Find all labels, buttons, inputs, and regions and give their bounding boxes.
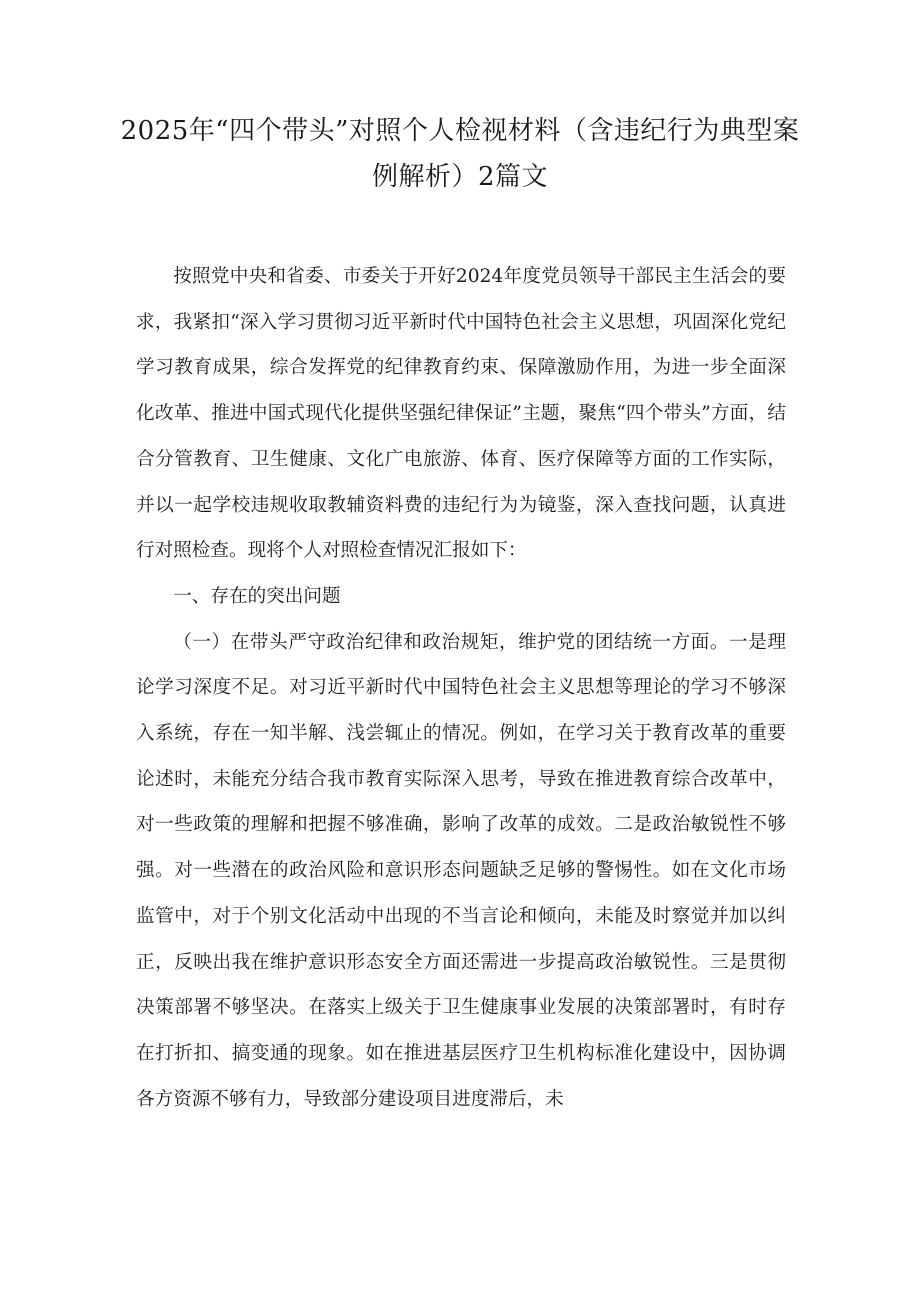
paragraph-intro: 按照党中央和省委、市委关于开好2024年度党员领导干部民主生活会的要求，我紧扣“深入学习贯彻习近平新时代中国特色社会主义思想，巩固深化党纪学习教育成果，综合发挥党的纪律教育约束、保障激励作用，为进一步全面深化改革、推进中国式现代化提供坚强纪律保证”主题，聚焦“四个带头”方面，结合分管教育、卫生健康、文化广电旅游、体育、医疗保障等方面的工作实际，并以一起学校违规收取教辅资料费的违纪行为为镜鉴，深入查找问题，认真进行对照检查。现将个人对照检查情况汇报如下： <box>136 266 786 562</box>
document-body <box>136 254 786 1122</box>
paragraph-section-1: （一）在带头严守政治纪律和政治规矩，维护党的团结统一方面。一是理论学习深度不足。对习近平新时代中国特色社会主义思想等理论的学习不够深入系统，存在一知半解、浅尝辄止的情况。例如，在学习关于教育改革的重要论述时，未能充分结合我市教育实际深入思考，导致在推进教育综合改革中，对一些政策的理解和把握不够准确，影响了改革的成效。二是政治敏锐性不够强。对一些潜在的政治风险和意识形态问题缺乏足够的警惕性。如在文化市场监管中，对于个别文化活动中出现的不当言论和倾向，未能及时察觉并加以纠正，反映出我在维护意识形态安全方面还需进一步提高政治敏锐性。三是贯彻决策部署不够坚决。在落实上级关于卫生健康事业发展的决策部署时，有时存在打折扣、搞变通的现象。如在推进基层医疗卫生机构标准化建设中，因协调各方资源不够有力，导致部分建设项目进度滞后，未 <box>136 631 786 1110</box>
section-heading: 一、存在的突出问题 <box>173 585 341 607</box>
document-title: 2025年“四个带头”对照个人检视材料（含违纪行为典型案例解析）2篇文 <box>120 116 800 192</box>
